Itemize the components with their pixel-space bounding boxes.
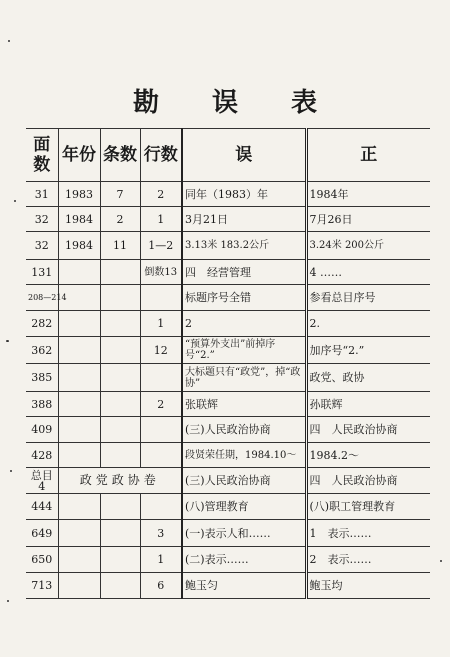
cell-wrong: 大标题只有“政党”，掉“政协” (182, 364, 306, 392)
header-correct: 正 (306, 129, 430, 182)
scan-speck (14, 200, 16, 202)
cell-year (58, 417, 100, 443)
cell-item (100, 573, 140, 599)
cell-page: 428 (26, 443, 58, 468)
cell-correct: 2 表示…… (306, 547, 430, 573)
cell-page: 444 (26, 494, 58, 520)
cell-page: 208—214 (26, 285, 58, 311)
cell-wrong: (三)人民政治协商 (182, 417, 306, 443)
cell-line: 1 (140, 207, 182, 232)
cell-year (58, 364, 100, 392)
cell-line: 倒数13 (140, 260, 182, 285)
cell-wrong: 2 (182, 311, 306, 337)
cell-line: 2 (140, 392, 182, 417)
cell-correct: 1 表示…… (306, 520, 430, 547)
cell-item (100, 443, 140, 468)
table-row (26, 285, 430, 311)
cell-item: 7 (100, 182, 140, 207)
cell-line: 3 (140, 520, 182, 547)
cell-line (140, 285, 182, 311)
cell-page: 362 (26, 337, 58, 364)
cell-wrong: (八)管理教育 (182, 494, 306, 520)
table-row (26, 520, 430, 547)
cell-correct: 2. (306, 311, 430, 337)
table-row (26, 392, 430, 417)
header-item: 条数 (100, 129, 140, 182)
cell-item (100, 285, 140, 311)
cell-wrong: 张联辉 (182, 392, 306, 417)
cell-correct: 4 …… (306, 260, 430, 285)
table-row (26, 260, 430, 285)
cell-year (58, 443, 100, 468)
cell-year (58, 573, 100, 599)
header-line: 行数 (140, 129, 182, 182)
cell-correct: 7月26日 (306, 207, 430, 232)
cell-correct: 1984年 (306, 182, 430, 207)
cell-page: 282 (26, 311, 58, 337)
table-row (26, 311, 430, 337)
cell-item (100, 392, 140, 417)
scan-speck (10, 470, 12, 472)
table-row (26, 468, 430, 494)
cell-page: 409 (26, 417, 58, 443)
page-title: 勘 误 表 (132, 88, 340, 118)
errata-table (26, 128, 430, 599)
cell-page: 32 (26, 232, 58, 260)
cell-line (140, 417, 182, 443)
cell-item (100, 417, 140, 443)
cell-wrong: “预算外支出”前掉序号“2.” (182, 337, 306, 364)
cell-year (58, 311, 100, 337)
scan-speck (440, 560, 442, 562)
cell-year (58, 494, 100, 520)
cell-page: 388 (26, 392, 58, 417)
cell-wrong: 鲍玉匀 (182, 573, 306, 599)
cell-line: 12 (140, 337, 182, 364)
table-row (26, 337, 430, 364)
cell-wrong: (二)表示…… (182, 547, 306, 573)
cell-correct: 四 人民政治协商 (306, 417, 430, 443)
cell-item (100, 520, 140, 547)
cell-correct: 四 人民政治协商 (306, 468, 430, 494)
table-row (26, 573, 430, 599)
scan-speck (6, 340, 9, 342)
cell-correct: 参看总目序号 (306, 285, 430, 311)
cell-page: 32 (26, 207, 58, 232)
cell-wrong: 3.13米 183.2公斤 (182, 232, 306, 260)
cell-year (58, 520, 100, 547)
cell-year (58, 392, 100, 417)
cell-wrong: 段贤荣任期，1984.10～ (182, 443, 306, 468)
cell-page: 131 (26, 260, 58, 285)
cell-page: 649 (26, 520, 58, 547)
cell-page: 31 (26, 182, 58, 207)
table-row (26, 364, 430, 392)
cell-line: 1 (140, 547, 182, 573)
cell-item (100, 311, 140, 337)
cell-page: 385 (26, 364, 58, 392)
cell-correct: 加序号“2.” (306, 337, 430, 364)
table-header-row (26, 129, 430, 182)
cell-year (58, 337, 100, 364)
cell-year (58, 260, 100, 285)
cell-correct: 政党、政协 (306, 364, 430, 392)
cell-item (100, 494, 140, 520)
table-row (26, 547, 430, 573)
cell-page: 713 (26, 573, 58, 599)
table-row (26, 182, 430, 207)
cell-item (100, 547, 140, 573)
cell-line (140, 364, 182, 392)
cell-wrong: 标题序号全错 (182, 285, 306, 311)
cell-year: 1984 (58, 232, 100, 260)
table-row (26, 443, 430, 468)
cell-line: 1 (140, 311, 182, 337)
cell-correct: (八)职工管理教育 (306, 494, 430, 520)
cell-page: 650 (26, 547, 58, 573)
cell-page: 总目4 (26, 468, 58, 494)
cell-item (100, 337, 140, 364)
cell-item: 2 (100, 207, 140, 232)
header-year: 年份 (58, 129, 100, 182)
cell-wrong: (三)人民政治协商 (182, 468, 306, 494)
cell-correct: 孙联辉 (306, 392, 430, 417)
header-wrong: 误 (182, 129, 306, 182)
cell-year: 1983 (58, 182, 100, 207)
cell-correct: 1984.2～ (306, 443, 430, 468)
cell-wrong: 同年（1983）年 (182, 182, 306, 207)
cell-wrong: (一)表示人和…… (182, 520, 306, 547)
cell-correct: 鲍玉均 (306, 573, 430, 599)
table-row (26, 494, 430, 520)
cell-line (140, 494, 182, 520)
cell-item: 11 (100, 232, 140, 260)
table-row (26, 207, 430, 232)
scan-speck (8, 40, 10, 42)
table-row (26, 232, 430, 260)
table-row (26, 417, 430, 443)
cell-year: 1984 (58, 207, 100, 232)
scan-speck (7, 600, 9, 602)
header-page: 面数 (26, 129, 58, 182)
cell-line (140, 443, 182, 468)
cell-item (100, 364, 140, 392)
cell-wrong: 四 经营管理 (182, 260, 306, 285)
cell-correct: 3.24米 200公斤 (306, 232, 430, 260)
cell-wrong: 3月21日 (182, 207, 306, 232)
cell-year (58, 547, 100, 573)
cell-item (100, 260, 140, 285)
cell-line: 6 (140, 573, 182, 599)
cell-year: 政党政协卷 (58, 468, 182, 494)
cell-line: 1—2 (140, 232, 182, 260)
cell-line: 2 (140, 182, 182, 207)
